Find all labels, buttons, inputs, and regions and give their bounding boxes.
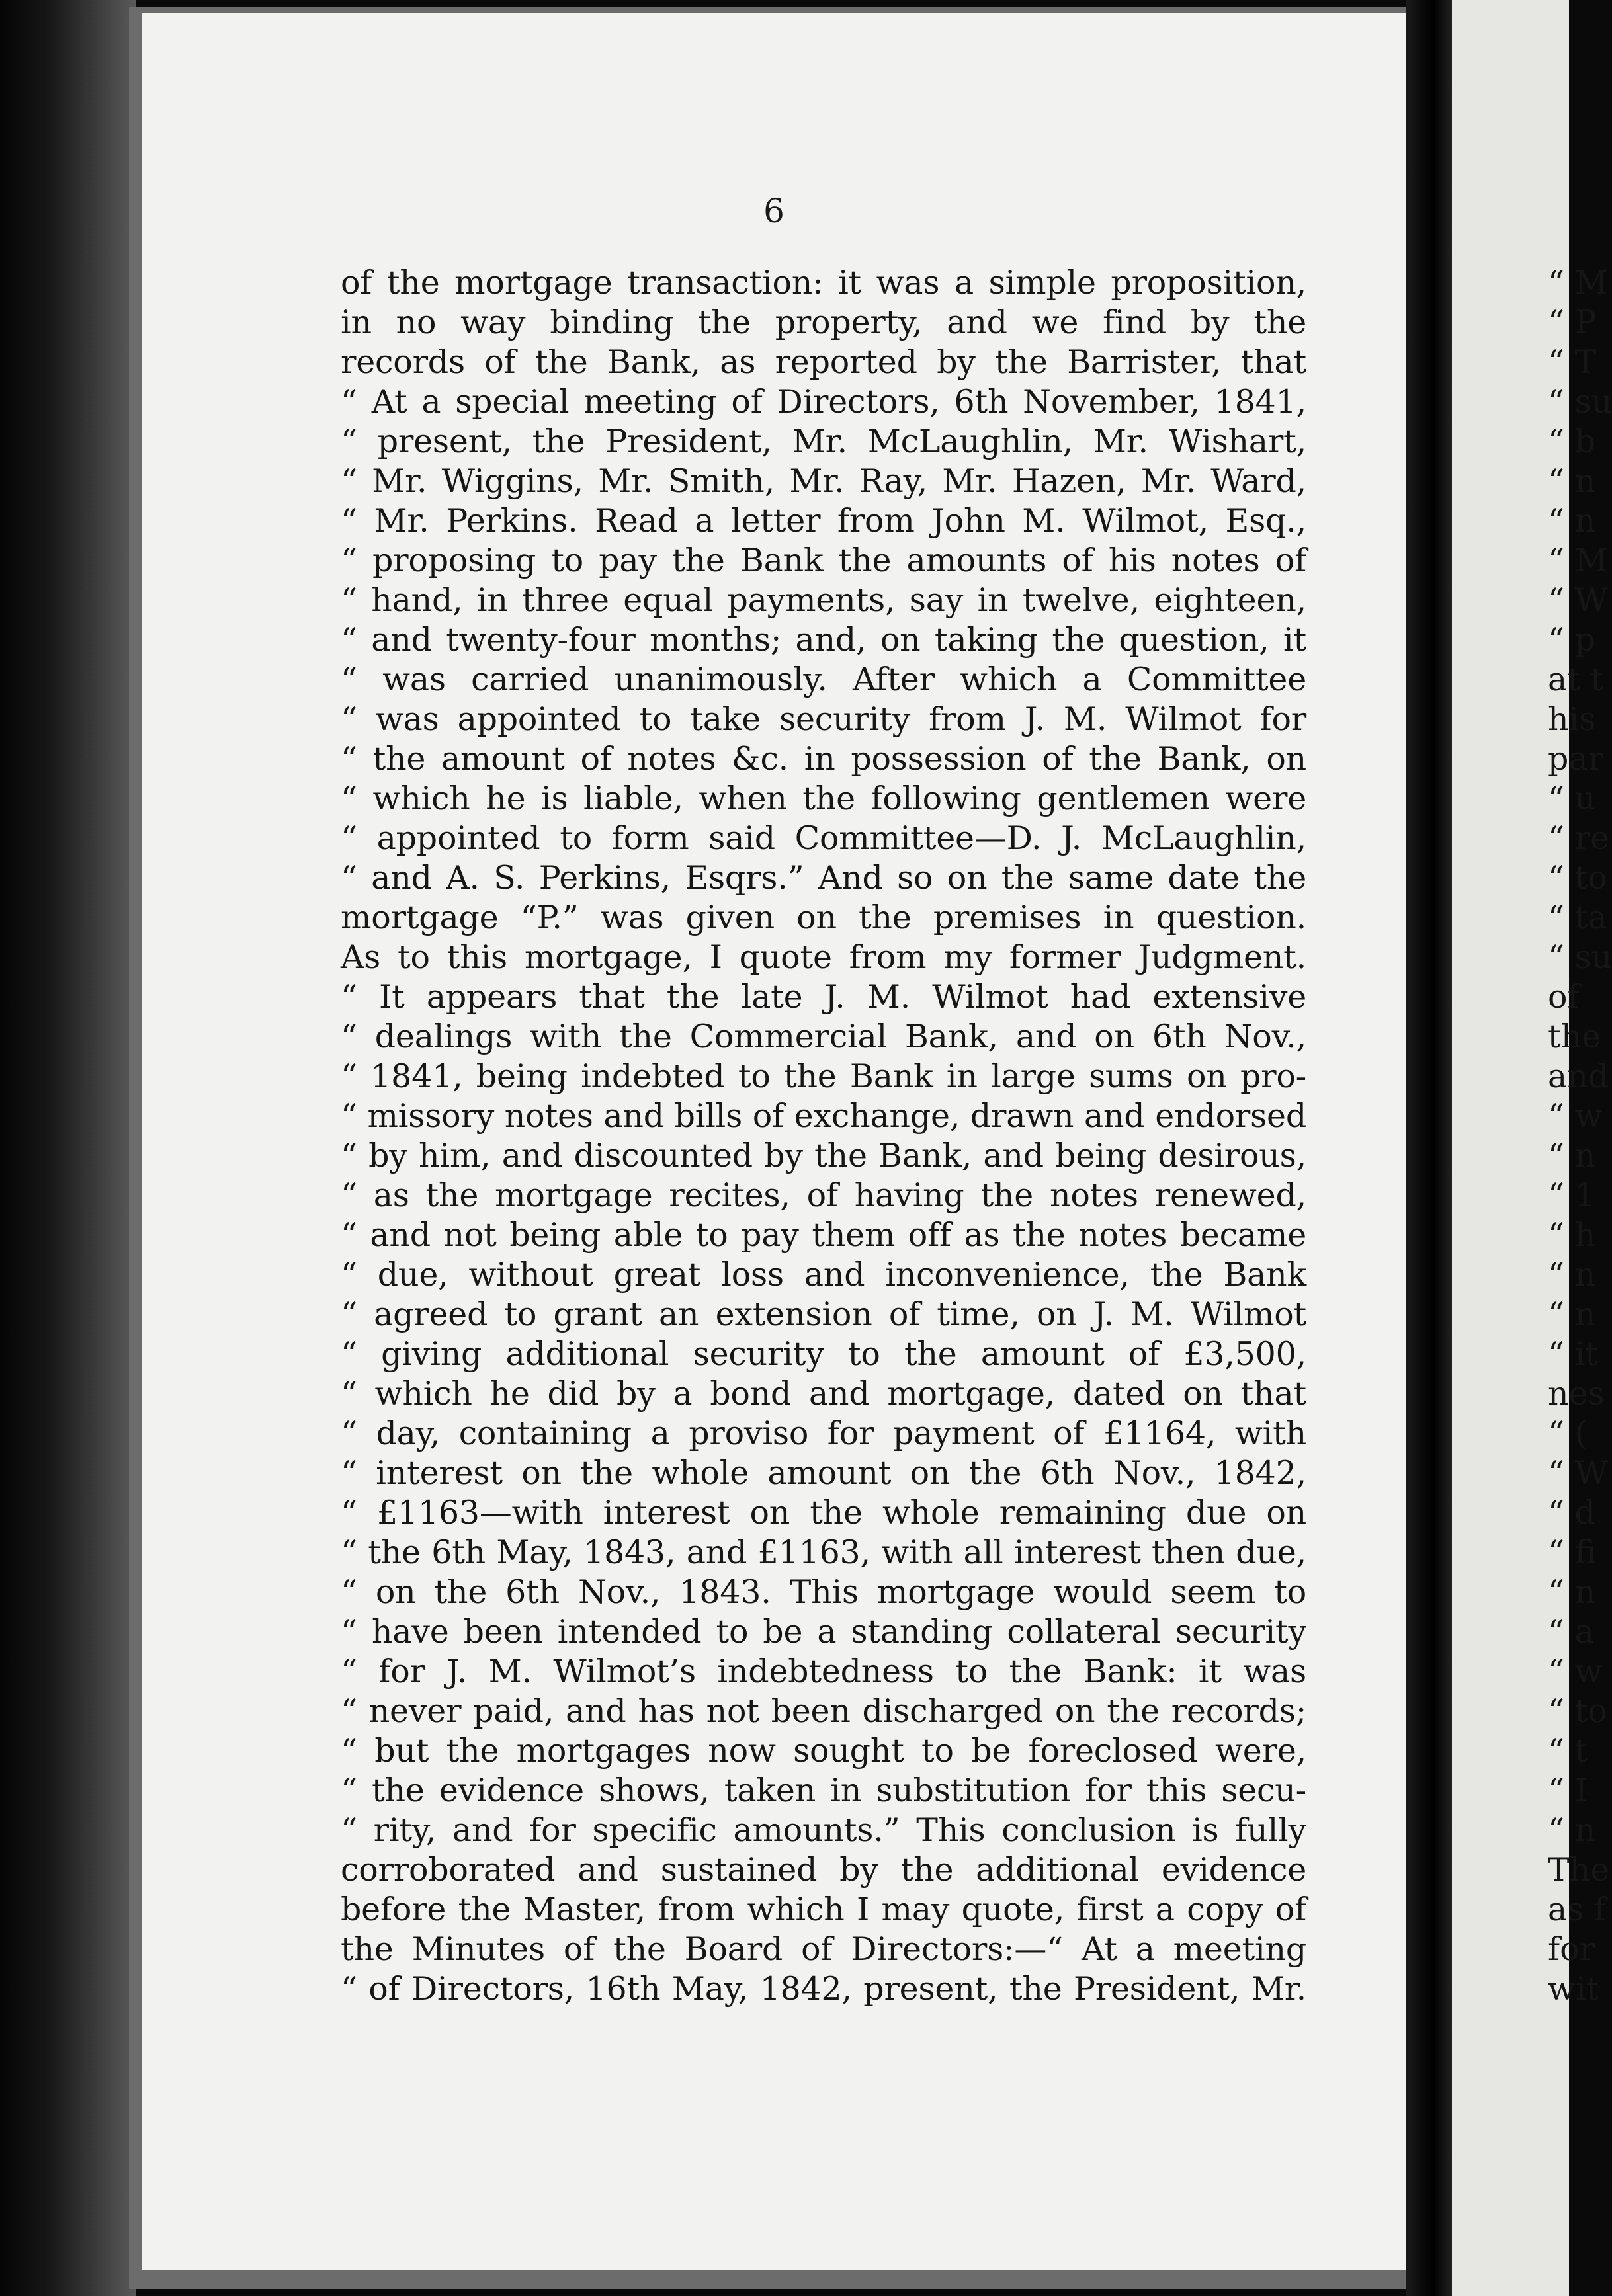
text-line: “ and A. S. Perkins, Esqrs.” And so on the same date the [341,859,1306,897]
adjacent-page-line: par [1548,740,1604,778]
text-line: “ dealings with the Commercial Bank, and on 6th Nov., [341,1018,1306,1055]
adjacent-page-line: “ M [1548,542,1608,579]
text-line: in no way binding the property, and we find by the [341,304,1306,341]
text-line: “ Mr. Wiggins, Mr. Smith, Mr. Ray, Mr. Hazen, Mr. Ward, [341,462,1306,500]
adjacent-page-line: “ re [1548,819,1610,857]
adjacent-page-line: “ w [1548,1653,1603,1690]
adjacent-page-line: “ to [1548,859,1607,897]
text-line: “ by him, and discounted by the Bank, and being desirous, [341,1137,1306,1174]
adjacent-page-line: of [1548,978,1580,1016]
text-line: “ missory notes and bills of exchange, drawn and endorsed [341,1097,1306,1135]
adjacent-page-line: The [1548,1851,1610,1889]
adjacent-page-line: the [1548,1018,1601,1055]
text-line: “ 1841, being indebted to the Bank in large sums on pro- [341,1057,1306,1095]
adjacent-page-line: “ w [1548,1097,1603,1135]
body-text [341,263,1306,2009]
adjacent-page-line: “ b [1548,423,1595,460]
text-line: of the mortgage transaction: it was a simple proposition, [341,264,1306,302]
adjacent-page-line: “ T [1548,343,1597,381]
adjacent-page-line: “ 1 [1548,1176,1595,1214]
text-line: “ interest on the whole amount on the 6th Nov., 1842, [341,1454,1306,1492]
adjacent-page-line: “ n [1548,502,1596,540]
adjacent-page-line: “ I [1548,1772,1588,1809]
book-binding-edge [0,0,136,2296]
adjacent-page-line: “ ta [1548,899,1607,936]
text-line: “ appointed to form said Committee—D. J. McLaughlin, [341,819,1306,857]
text-line: “ the amount of notes &c. in possession of the Bank, on [341,740,1306,778]
adjacent-page-line: at t [1548,661,1604,698]
adjacent-page-line: nes [1548,1375,1605,1413]
text-line: “ have been intended to be a standing collateral security [341,1613,1306,1651]
text-line: “ for J. M. Wilmot’s indebtedness to the Bank: it was [341,1653,1306,1690]
adjacent-page-line: “ h [1548,1216,1596,1254]
adjacent-page-line: for [1548,1930,1595,1968]
adjacent-page-line: his [1548,700,1596,738]
adjacent-page-line: “ n [1548,1811,1596,1849]
text-line: “ which he is liable, when the following gentlemen were [341,780,1306,817]
text-line: “ was carried unanimously. After which a Committee [341,661,1306,698]
adjacent-page-line: wit [1548,1970,1599,2008]
adjacent-page-line: “ P [1548,304,1597,341]
text-line: “ which he did by a bond and mortgage, dated on that [341,1375,1306,1413]
adjacent-page-line: “ it [1548,1335,1598,1373]
adjacent-page-line: “ fi [1548,1534,1597,1571]
text-line: “ and twenty-four months; and, on taking the question, it [341,621,1306,659]
text-line: “ but the mortgages now sought to be foreclosed were, [341,1732,1306,1770]
text-line: “ and not being able to pay them off as the notes became [341,1216,1306,1254]
adjacent-page-line: “ to [1548,1692,1607,1730]
text-line: “ the 6th May, 1843, and £1163, with all interest then due, [341,1534,1306,1571]
text-line: corroborated and sustained by the additional evidence [341,1851,1306,1889]
text-line: “ was appointed to take security from J. M. Wilmot for [341,700,1306,738]
text-line: “ At a special meeting of Directors, 6th November, 1841, [341,383,1306,421]
adjacent-page-line: “ a [1548,1613,1594,1651]
adjacent-page-line: “ W [1548,581,1608,619]
text-line: “ day, containing a proviso for payment of £1164, with [341,1414,1306,1452]
adjacent-page-line: “ u [1548,780,1596,817]
adjacent-page-line: “ t [1548,1732,1588,1770]
text-line: records of the Bank, as reported by the Barrister, that [341,343,1306,381]
adjacent-page-line: “ d [1548,1494,1595,1532]
text-line: before the Master, from which I may quote, first a copy of [341,1891,1306,1928]
adjacent-page-line: “ W [1548,1454,1608,1492]
text-line: “ rity, and for specific amounts.” This conclusion is fully [341,1811,1306,1849]
text-line: mortgage “P.” was given on the premises in question. [341,899,1306,936]
text-line: “ of Directors, 16th May, 1842, present, the President, Mr. [341,1970,1306,2008]
adjacent-page-line: “ n [1548,1256,1596,1293]
adjacent-page-line: “ ( [1548,1414,1588,1452]
adjacent-page-line: “ p [1548,621,1595,659]
text-line: “ on the 6th Nov., 1843. This mortgage would seem to [341,1573,1306,1611]
text-line: “ as the mortgage recites, of having the notes renewed, [341,1176,1306,1214]
text-line: “ never paid, and has not been discharged on the records; [341,1692,1306,1730]
adjacent-page-line: and [1548,1057,1609,1095]
text-line: “ Mr. Perkins. Read a letter from John M. Wilmot, Esq., [341,502,1306,540]
text-line: “ hand, in three equal payments, say in twelve, eighteen, [341,581,1306,619]
text-line: “ due, without great loss and inconvenience, the Bank [341,1256,1306,1293]
page-number: 6 [763,192,785,230]
text-line: “ It appears that the late J. M. Wilmot had extensive [341,978,1306,1016]
page-gutter [1406,0,1452,2296]
adjacent-page-line: “ M [1548,264,1608,302]
adjacent-page-line: “ n [1548,1137,1596,1174]
text-line: As to this mortgage, I quote from my former Judgment. [341,938,1306,976]
adjacent-page-line: as f [1548,1891,1607,1928]
adjacent-page-line: “ n [1548,462,1596,500]
text-line: “ proposing to pay the Bank the amounts of his notes of [341,542,1306,579]
adjacent-page-line: “ n [1548,1573,1596,1611]
text-line: “ present, the President, Mr. McLaughlin, Mr. Wishart, [341,423,1306,460]
text-line: “ agreed to grant an extension of time, on J. M. Wilmot [341,1295,1306,1333]
text-line: the Minutes of the Board of Directors:—“ At a meeting [341,1930,1306,1968]
text-line: “ giving additional security to the amount of £3,500, [341,1335,1306,1373]
adjacent-page-line: “ su [1548,938,1612,976]
text-line: “ the evidence shows, taken in substitution for this secu- [341,1772,1306,1809]
adjacent-page-line: “ su [1548,383,1612,421]
adjacent-page-line: “ n [1548,1295,1596,1333]
text-line: “ £1163—with interest on the whole remaining due on [341,1494,1306,1532]
